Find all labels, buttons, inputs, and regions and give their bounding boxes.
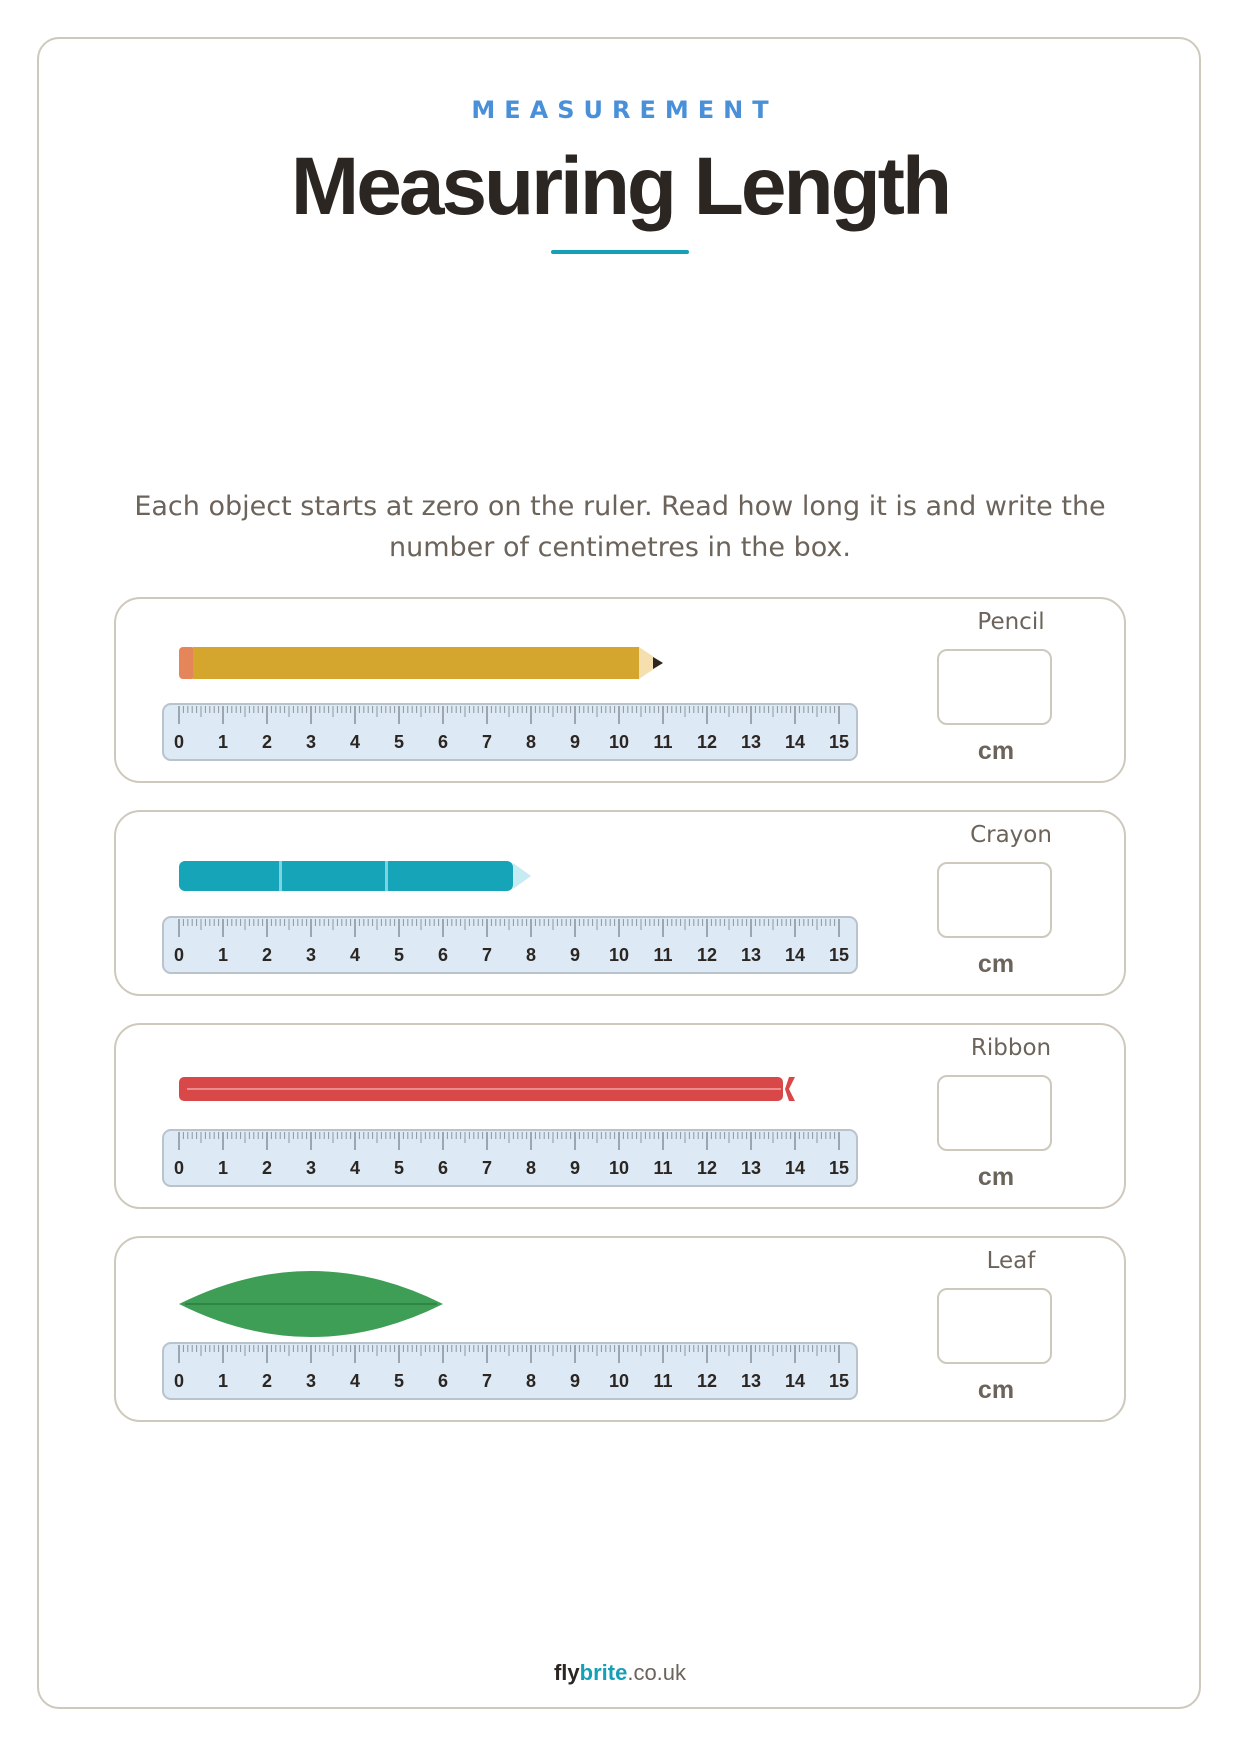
object-and-ruler — [116, 1025, 936, 1205]
unit-label: cm — [977, 1376, 1015, 1404]
ruler-label: 3 — [305, 945, 317, 965]
ruler-label: 10 — [608, 945, 630, 965]
ruler-label: 6 — [437, 1371, 449, 1391]
ruler — [163, 1343, 857, 1399]
ruler-label: 0 — [173, 1158, 185, 1178]
ruler-label: 1 — [217, 732, 229, 752]
object-name-label: Crayon — [970, 822, 1052, 848]
ruler-label: 3 — [305, 732, 317, 752]
exercise-card-leaf — [114, 1236, 1126, 1422]
ruler-label: 7 — [481, 1158, 493, 1178]
page-title: Measuring Length — [290, 141, 950, 232]
header — [0, 96, 1240, 254]
answer-box[interactable] — [937, 862, 1052, 938]
exercise-card-pencil — [114, 597, 1126, 783]
ruler-label: 11 — [653, 732, 673, 752]
ruler-label: 4 — [349, 945, 361, 965]
ruler-label: 3 — [305, 1158, 317, 1178]
ruler-label: 4 — [349, 1158, 361, 1178]
ruler-label: 9 — [569, 945, 581, 965]
ruler-label: 3 — [305, 1371, 317, 1391]
ruler-label: 13 — [740, 1371, 762, 1391]
ruler-label: 5 — [393, 732, 405, 752]
ruler-label: 13 — [740, 1158, 762, 1178]
ruler — [163, 917, 857, 973]
ruler-label: 8 — [525, 1371, 537, 1391]
ruler-label: 2 — [261, 732, 273, 752]
exercise-card-crayon — [114, 810, 1126, 996]
ruler-label: 7 — [481, 732, 493, 752]
ruler-label: 7 — [481, 945, 493, 965]
ruler-label: 6 — [437, 732, 449, 752]
ruler-label: 4 — [349, 1371, 361, 1391]
unit-label: cm — [977, 737, 1015, 765]
ruler-label: 4 — [349, 732, 361, 752]
ruler-label: 8 — [525, 732, 537, 752]
ruler-label: 2 — [261, 1158, 273, 1178]
title-underline — [551, 250, 689, 254]
object-and-ruler — [116, 1238, 936, 1418]
ruler-label: 12 — [696, 1371, 718, 1391]
ruler-label: 14 — [784, 1371, 806, 1391]
ruler — [163, 704, 857, 760]
ruler-label: 13 — [740, 732, 762, 752]
ruler-label: 0 — [173, 732, 185, 752]
ruler-label: 10 — [608, 1371, 630, 1391]
pencil-icon — [179, 647, 663, 679]
ruler-label: 15 — [828, 1371, 850, 1391]
object-name-label: Pencil — [977, 609, 1045, 635]
ruler-label: 0 — [173, 1371, 185, 1391]
ruler-label: 1 — [217, 945, 229, 965]
ruler-label: 12 — [696, 945, 718, 965]
ruler-label: 11 — [653, 1371, 673, 1391]
ruler-label: 9 — [569, 1158, 581, 1178]
ruler-label: 5 — [393, 1371, 405, 1391]
ruler-label: 7 — [481, 1371, 493, 1391]
ruler-label: 12 — [696, 732, 718, 752]
object-and-ruler — [116, 599, 936, 779]
ruler-label: 12 — [696, 1158, 718, 1178]
answer-box[interactable] — [937, 649, 1052, 725]
crayon-icon — [179, 861, 531, 891]
object-and-ruler — [116, 812, 936, 992]
brand-fly: fly — [553, 1660, 580, 1685]
ruler-label: 15 — [828, 945, 850, 965]
ruler-label: 9 — [569, 732, 581, 752]
object-name-label: Leaf — [986, 1248, 1036, 1274]
ruler-label: 1 — [217, 1371, 229, 1391]
ruler-label: 9 — [569, 1371, 581, 1391]
brand-brite: brite — [579, 1660, 628, 1685]
ruler-label: 5 — [393, 945, 405, 965]
leaf-icon — [179, 1271, 443, 1337]
ribbon-icon — [179, 1077, 795, 1101]
ruler-label: 14 — [784, 945, 806, 965]
brand-domain: .co.uk — [627, 1660, 687, 1685]
object-name-label: Ribbon — [970, 1035, 1052, 1061]
ruler-label: 1 — [217, 1158, 229, 1178]
ruler-label: 15 — [828, 1158, 850, 1178]
ruler-label: 2 — [261, 945, 273, 965]
unit-label: cm — [977, 950, 1015, 978]
unit-label: cm — [977, 1163, 1015, 1191]
ruler-label: 5 — [393, 1158, 405, 1178]
footer-brand — [0, 1660, 1240, 1686]
ruler-label: 6 — [437, 945, 449, 965]
eyebrow-label: MEASUREMENT — [471, 96, 778, 124]
ruler — [163, 1130, 857, 1186]
ruler-label: 13 — [740, 945, 762, 965]
ruler-label: 8 — [525, 945, 537, 965]
ruler-label: 14 — [784, 1158, 806, 1178]
answer-box[interactable] — [937, 1288, 1052, 1364]
ruler-label: 6 — [437, 1158, 449, 1178]
ruler-label: 11 — [653, 945, 673, 965]
ruler-label: 0 — [173, 945, 185, 965]
ruler-label: 11 — [653, 1158, 673, 1178]
ruler-label: 10 — [608, 732, 630, 752]
exercise-card-ribbon — [114, 1023, 1126, 1209]
ruler-label: 8 — [525, 1158, 537, 1178]
instructions: Each object starts at zero on the ruler. Read how long it is and write the number of centimetres in the box. — [134, 491, 1106, 563]
ruler-label: 14 — [784, 732, 806, 752]
ruler-label: 15 — [828, 732, 850, 752]
ruler-label: 2 — [261, 1371, 273, 1391]
ruler-label: 10 — [608, 1158, 630, 1178]
answer-box[interactable] — [937, 1075, 1052, 1151]
